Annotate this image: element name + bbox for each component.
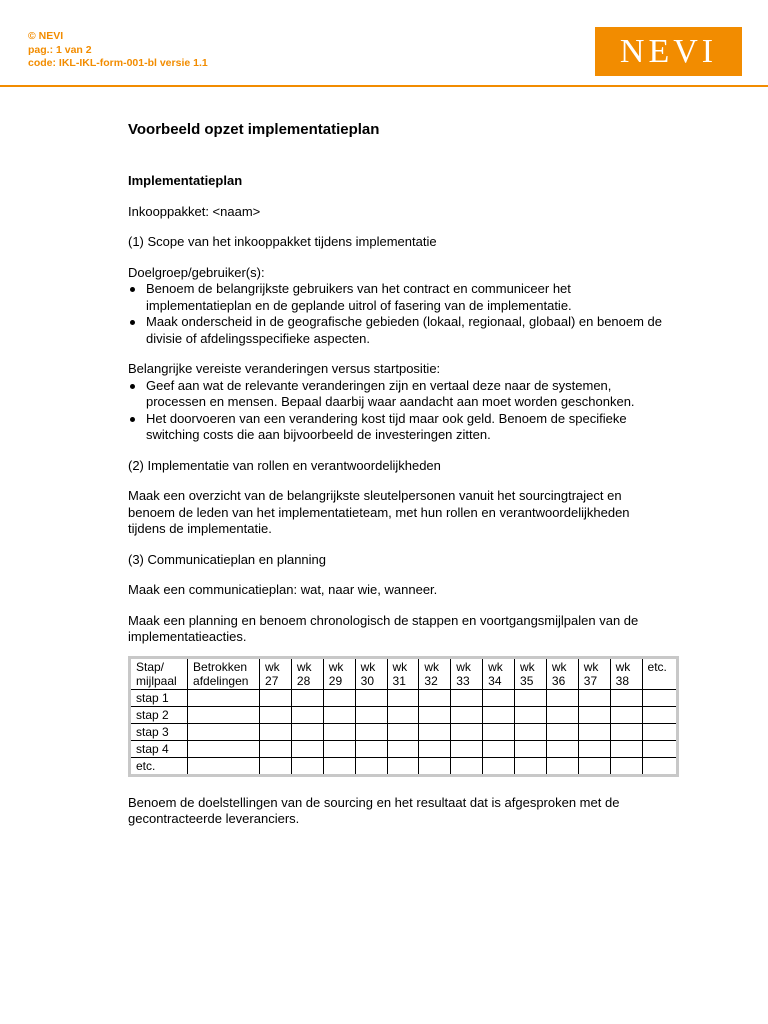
week-number: 30 [360, 673, 374, 688]
table-cell [419, 706, 451, 723]
week-number: 34 [488, 673, 502, 688]
logo-text: NEVI [619, 32, 718, 70]
table-row [130, 740, 678, 757]
table-cell [260, 757, 292, 775]
header-cell-etc: etc. [642, 657, 677, 689]
table-cell [642, 689, 677, 706]
table-cell [610, 740, 642, 757]
table-cell [642, 740, 677, 757]
header-cell-week [323, 657, 355, 689]
table-cell [355, 723, 387, 740]
list-item: Maak onderscheid in de geografische gebieden (lokaal, regionaal, globaal) en benoem de divisie of afdelingsspecifieke aspecten. [128, 314, 668, 347]
doelgroep-list [128, 281, 668, 347]
document-title: Voorbeeld opzet implementatieplan [128, 121, 380, 138]
list-item: Geef aan wat de relevante veranderingen zijn en vertaal deze naar de systemen, processen en mensen. Bepaal daarbij waar aandacht aan moet worden geschonken. [128, 378, 668, 411]
week-number: 38 [615, 673, 629, 688]
copyright-text: © NEVI [28, 30, 64, 42]
week-label: wk [551, 659, 567, 674]
document-body [128, 120, 668, 842]
header-cell-week [610, 657, 642, 689]
table-cell [451, 740, 483, 757]
table-cell [451, 706, 483, 723]
section3-title: (3) Communicatieplan en planning [128, 551, 327, 567]
document-subtitle: Implementatieplan [128, 173, 243, 188]
planning-table [128, 656, 679, 777]
table-cell [515, 757, 547, 775]
table-cell [355, 757, 387, 775]
veranderingen-block [128, 361, 668, 444]
week-label: wk [583, 659, 599, 674]
table-cell [546, 740, 578, 757]
table-cell [451, 723, 483, 740]
week-label: wk [456, 659, 471, 674]
list-item: Het doorvoeren van een verandering kost tijd maar ook geld. Benoem de specifieke switching costs die aan bijvoorbeeld de investeringen zitten. [128, 411, 668, 444]
table-cell [291, 706, 323, 723]
table-cell [355, 740, 387, 757]
closing-text: Benoem de doelstellingen van de sourcing en het resultaat dat is afgesproken met de gecontracteerde leveranciers. [128, 794, 620, 826]
header-cell-week [355, 657, 387, 689]
week-number: 31 [392, 673, 406, 688]
week-label: wk [488, 659, 503, 674]
week-label: wk [520, 659, 535, 674]
week-number: 28 [296, 673, 311, 688]
table-cell [419, 723, 451, 740]
header-cell-week [260, 657, 292, 689]
table-cell [515, 740, 547, 757]
table-row [130, 723, 678, 740]
week-label: wk [424, 659, 440, 674]
week-number: 32 [424, 673, 438, 688]
table-cell [387, 723, 419, 740]
table-cell [260, 689, 292, 706]
table-cell [515, 706, 547, 723]
header-stap-line2: mijlpaal [136, 673, 177, 688]
table-cell [188, 706, 260, 723]
section3-text-communicatieplan: Maak een communicatieplan: wat, naar wie, wanneer. [128, 582, 438, 597]
header-cell-week [419, 657, 451, 689]
table-cell [188, 723, 260, 740]
section2-text: Maak een overzicht van de belangrijkste sleutelpersonen vanuit het sourcingtraject en benoem de leden van het implementatieteam, met hun rollen en verantwoordelijkheden tijdens de implementatie. [128, 488, 630, 536]
table-row [130, 757, 678, 775]
week-label: wk [328, 659, 344, 674]
table-cell [291, 740, 323, 757]
table-cell [546, 689, 578, 706]
week-number: 33 [456, 673, 470, 688]
week-number: 37 [583, 673, 598, 688]
table-cell [323, 723, 355, 740]
table-cell [578, 757, 610, 775]
table-cell [387, 706, 419, 723]
table-cell [642, 757, 677, 775]
table-cell [323, 757, 355, 775]
week-number: 35 [520, 673, 534, 688]
table-cell [610, 757, 642, 775]
row-step-label: stap 3 [130, 723, 188, 740]
table-cell [419, 689, 451, 706]
week-label: wk [296, 659, 312, 674]
table-cell [642, 706, 677, 723]
table-cell [188, 757, 260, 775]
table-cell [451, 757, 483, 775]
header-cell-week [483, 657, 515, 689]
table-cell [578, 723, 610, 740]
week-label: wk [392, 659, 408, 674]
table-cell [483, 740, 515, 757]
table-cell [260, 706, 292, 723]
table-row [130, 689, 678, 706]
veranderingen-label: Belangrijke vereiste veranderingen versus startpositie: [128, 361, 441, 376]
nevi-logo [595, 27, 742, 76]
header-cell-week [451, 657, 483, 689]
doelgroep-block [128, 265, 668, 348]
table-cell [546, 757, 578, 775]
table-cell [323, 689, 355, 706]
document-header-meta [28, 30, 208, 71]
week-number: 29 [328, 673, 343, 688]
header-cell-week [387, 657, 419, 689]
list-item: Benoem de belangrijkste gebruikers van het contract en communiceer het implementatieplan en de geplande uitrol of fasering van de implementatie. [128, 281, 668, 314]
table-cell [419, 740, 451, 757]
table-cell [387, 740, 419, 757]
table-row [130, 706, 678, 723]
section3-text-planning: Maak een planning en benoem chronologisch de stappen en voortgangsmijlpalen van de implementatieacties. [128, 612, 639, 644]
header-cell-afdelingen [188, 657, 260, 689]
week-label: wk [615, 659, 631, 674]
section2-title: (2) Implementatie van rollen en verantwoordelijkheden [128, 457, 441, 473]
row-step-label: stap 4 [130, 740, 188, 757]
header-stap-line1: Stap/ [136, 659, 165, 674]
table-cell [483, 757, 515, 775]
week-number: 36 [551, 673, 566, 688]
table-cell [323, 706, 355, 723]
header-cell-week [291, 657, 323, 689]
inkooppakket-line: Inkooppakket: <naam> [128, 203, 261, 219]
header-cell-week [546, 657, 578, 689]
table-cell [188, 740, 260, 757]
table-cell [515, 689, 547, 706]
table-cell [546, 706, 578, 723]
week-label: wk [360, 659, 376, 674]
veranderingen-list [128, 378, 668, 444]
table-cell [483, 723, 515, 740]
table-cell [483, 706, 515, 723]
section1-title: (1) Scope van het inkooppakket tijdens implementatie [128, 234, 437, 249]
table-cell [291, 757, 323, 775]
table-cell [291, 723, 323, 740]
table-cell [355, 706, 387, 723]
header-afdelingen-line1: Betrokken [193, 659, 248, 674]
table-cell [515, 723, 547, 740]
table-cell [355, 689, 387, 706]
header-cell-week [515, 657, 547, 689]
page-number: pag.: 1 van 2 [28, 43, 92, 56]
table-cell [642, 723, 677, 740]
table-cell [610, 723, 642, 740]
table-cell [610, 706, 642, 723]
table-cell [387, 689, 419, 706]
header-cell-week [578, 657, 610, 689]
table-cell [188, 689, 260, 706]
table-cell [260, 740, 292, 757]
table-cell [578, 706, 610, 723]
table-header-row [130, 657, 678, 689]
table-cell [323, 740, 355, 757]
document-code: code: IKL-IKL-form-001-bl versie 1.1 [28, 57, 208, 69]
week-label: wk [265, 659, 280, 674]
table-cell [291, 689, 323, 706]
table-cell [419, 757, 451, 775]
header-divider [0, 85, 768, 87]
table-cell [546, 723, 578, 740]
table-cell [483, 689, 515, 706]
table-cell [610, 689, 642, 706]
week-number: 27 [265, 673, 279, 688]
row-step-label: etc. [130, 757, 188, 775]
header-afdelingen-line2: afdelingen [193, 673, 249, 688]
table-cell [578, 740, 610, 757]
header-cell-stap [130, 657, 188, 689]
doelgroep-label: Doelgroep/gebruiker(s): [128, 264, 265, 280]
table-cell [260, 723, 292, 740]
row-step-label: stap 2 [130, 706, 188, 723]
table-cell [451, 689, 483, 706]
table-cell [387, 757, 419, 775]
table-cell [578, 689, 610, 706]
row-step-label: stap 1 [130, 689, 188, 706]
